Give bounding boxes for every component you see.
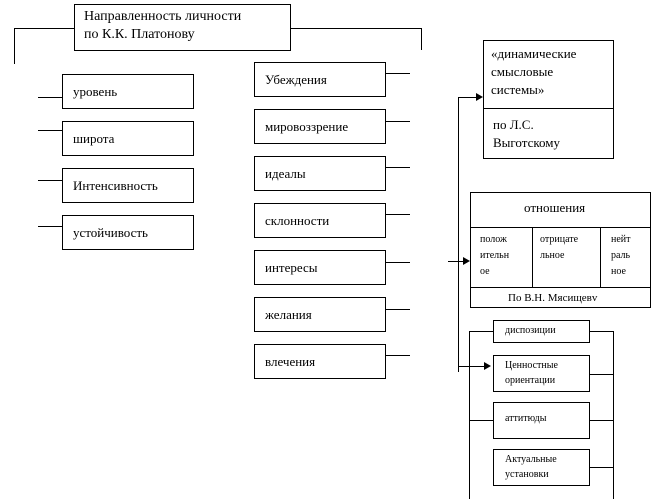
connector-line (14, 28, 74, 29)
vygotsky-author: Выготскому (493, 135, 560, 150)
relation-positive: ительн (480, 250, 510, 261)
arrow-icon (484, 362, 491, 370)
relation-positive: ое (480, 266, 490, 277)
connector-line (386, 214, 410, 215)
title-line-1: Направленность личности (84, 9, 242, 24)
connector-line (38, 226, 62, 227)
connector-line (38, 97, 62, 98)
divider (470, 287, 651, 288)
connector-line (291, 28, 421, 29)
middle-item-label: влечения (265, 354, 316, 369)
connector-line (421, 28, 422, 50)
connector-line (386, 167, 410, 168)
middle-item-label: идеалы (265, 166, 306, 181)
connector-line (613, 331, 614, 499)
connector-line (38, 130, 62, 131)
connector-line (386, 355, 410, 356)
relation-neutral: нейт (611, 234, 631, 245)
connector-line (386, 309, 410, 310)
left-item-label: широта (73, 131, 115, 146)
vygotsky-text: «динамические (491, 46, 577, 61)
connector-line (386, 121, 410, 122)
divider (532, 227, 533, 287)
bottom-item-label: Актуальные (505, 454, 557, 465)
arrow-icon (463, 257, 470, 265)
connector-line (386, 73, 410, 74)
myasishchev-author: По В.Н. Мясищевv (508, 292, 598, 304)
connector-line (590, 467, 613, 468)
title-line-2: по К.К. Платонову (84, 27, 195, 42)
bottom-item-label: аттитюды (505, 413, 547, 424)
connector-line (590, 420, 613, 421)
relation-negative: льное (540, 250, 565, 261)
connector-line (386, 262, 410, 263)
divider (483, 108, 614, 109)
left-item-label: устойчивость (73, 225, 148, 240)
connector-line (14, 28, 15, 64)
middle-item-label: интересы (265, 260, 318, 275)
relation-neutral: ное (611, 266, 626, 277)
vygotsky-text: системы» (491, 82, 545, 97)
connector-line (469, 331, 493, 332)
connector-line (590, 374, 613, 375)
connector-line (448, 261, 463, 262)
relation-negative: отрицате (540, 234, 579, 245)
relation-neutral: раль (611, 250, 631, 261)
left-item-label: Интенсивность (73, 178, 158, 193)
left-item-label: уровень (73, 84, 118, 99)
divider (600, 227, 601, 287)
divider (470, 227, 651, 228)
middle-item-label: Убеждения (265, 72, 327, 87)
bottom-item-label: Ценностные (505, 360, 558, 371)
vygotsky-text: смысловые (491, 64, 554, 79)
middle-item-label: склонности (265, 213, 330, 228)
connector-line (458, 97, 476, 98)
connector-line (469, 420, 493, 421)
arrow-icon (476, 93, 483, 101)
bottom-item-label: ориентации (505, 375, 556, 386)
connector-line (38, 180, 62, 181)
myasishchev-title: отношения (524, 200, 586, 215)
middle-item-label: мировоззрение (265, 119, 349, 134)
connector-line (458, 97, 459, 372)
bottom-item-label: установки (505, 469, 549, 480)
bottom-item-label: диспозиции (505, 325, 556, 336)
relation-positive: полож (480, 234, 507, 245)
vygotsky-author: по Л.С. (493, 117, 534, 132)
middle-item-label: желания (265, 307, 312, 322)
connector-line (590, 331, 613, 332)
connector-line (469, 331, 470, 499)
connector-line (458, 366, 484, 367)
